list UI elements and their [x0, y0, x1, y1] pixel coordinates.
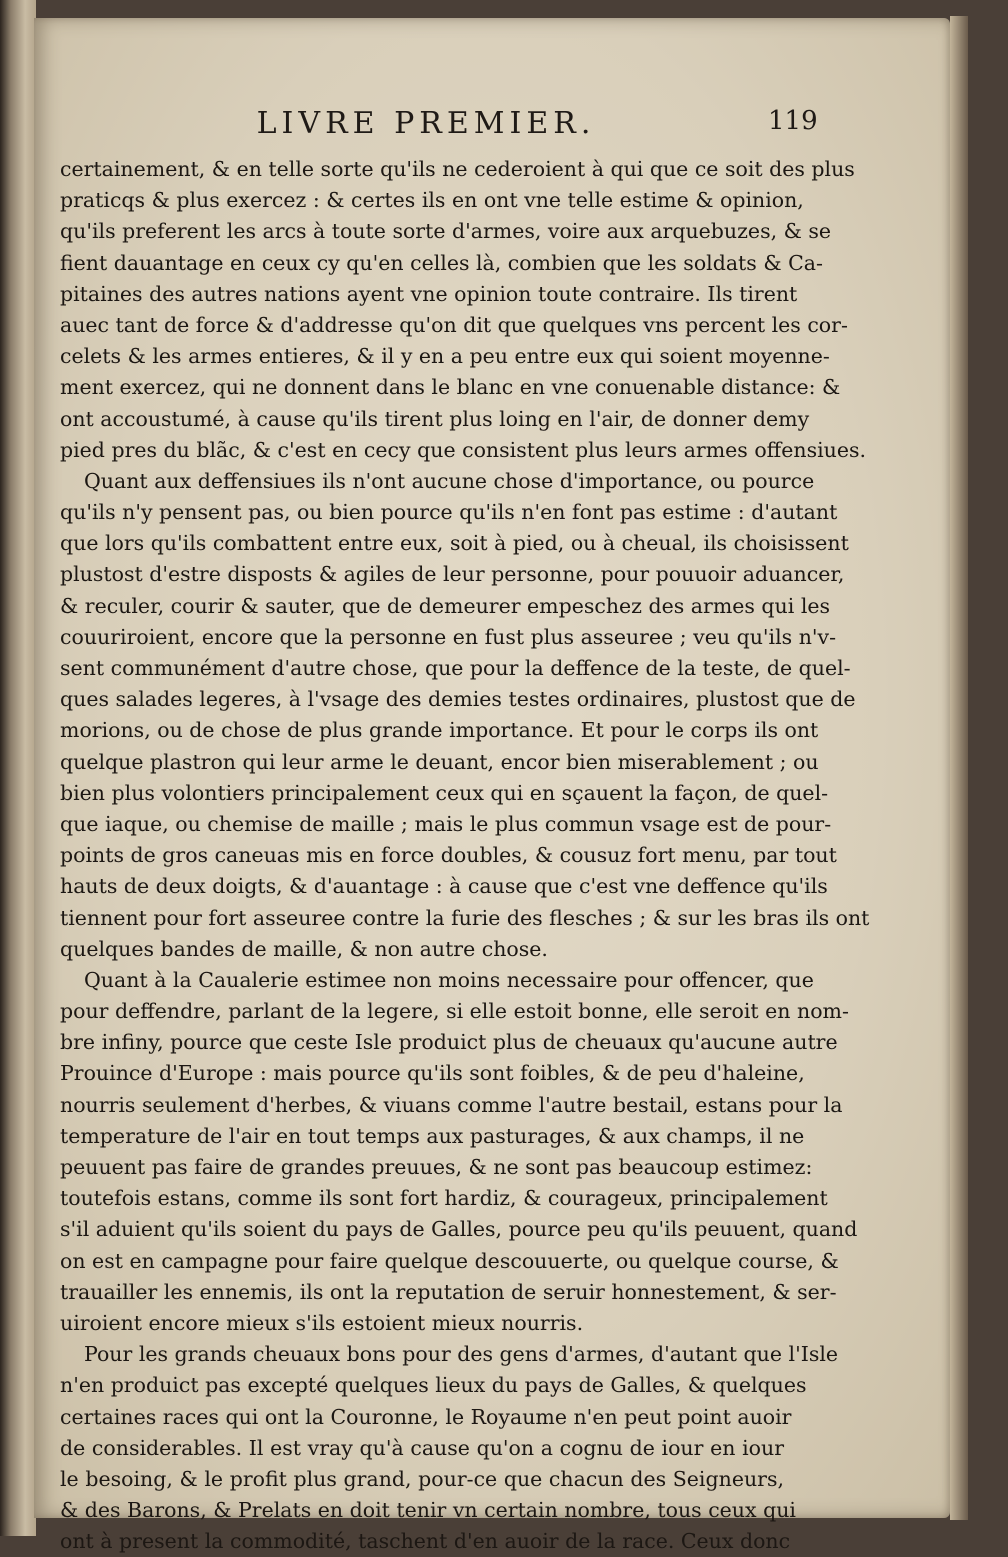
- text-line: ont à present la commodité, taschent d'en auoir de la race. Ceux donc: [60, 1529, 791, 1554]
- page-number: 119: [768, 106, 818, 136]
- text-line: & reculer, courir & sauter, que de demeurer empeschez des armes qui les: [60, 593, 831, 618]
- text-line: qu'ils preferent les arcs à toute sorte d'armes, voire aux arquebuzes, & se: [60, 219, 832, 244]
- page-header: [34, 106, 950, 146]
- text-line: que lors qu'ils combattent entre eux, soit à pied, ou à cheual, ils choisissent: [60, 531, 849, 556]
- paragraph: [60, 466, 870, 965]
- book-page: [34, 18, 950, 1554]
- text-line: tiennent pour fort asseuree contre la furie des flesches ; & sur les bras ils ont: [60, 905, 870, 930]
- text-line: le besoing, & le profit plus grand, pour-ce que chacun des Seigneurs,: [60, 1466, 784, 1491]
- text-line: nourris seulement d'herbes, & viuans comme l'autre bestail, estans pour la: [60, 1092, 843, 1117]
- text-line: uiroient encore mieux s'ils estoient mieux nourris.: [60, 1310, 584, 1335]
- text-line: sent communément d'autre chose, que pour la deffence de la teste, de quel-: [60, 656, 851, 680]
- text-line: certainement, & en telle sorte qu'ils ne cederoient à qui que ce soit des plus: [60, 157, 855, 181]
- text-line: pitaines des autres nations ayent vne opinion toute contraire. Ils tirent: [60, 281, 798, 306]
- text-line: morions, ou de chose de plus grande importance. Et pour le corps ils ont: [60, 718, 819, 743]
- text-line: on est en campagne pour faire quelque descouuerte, ou quelque course, &: [60, 1248, 839, 1273]
- text-line: ques salades legeres, à l'vsage des demies testes ordinaires, plustost que de: [60, 687, 856, 712]
- text-line: praticqs & plus exercez : & certes ils en ont vne telle estime & opinion,: [60, 188, 804, 213]
- text-line: Quant à la Caualerie estimee non moins necessaire pour offencer, que: [84, 967, 814, 992]
- text-line: bre infiny, pource que ceste Isle produict plus de cheuaux qu'aucune autre: [60, 1030, 838, 1055]
- text-line: pour deffendre, parlant de la legere, si elle estoit bonne, elle seroit en nom-: [60, 999, 849, 1024]
- paragraph: [60, 154, 867, 466]
- text-line: toutefois estans, comme ils sont fort hardiz, & courageux, principalement: [60, 1186, 828, 1211]
- text-line: temperature de l'air en tout temps aux pasturages, & aux champs, il ne: [60, 1123, 805, 1148]
- text-line: certaines races qui ont la Couronne, le Royaume n'en peut point auoir: [60, 1404, 792, 1429]
- text-line: auec tant de force & d'addresse qu'on dit que quelques vns percent les cor-: [60, 312, 848, 337]
- text-line: couuriroient, encore que la personne en fust plus asseuree ; veu qu'ils n'v-: [60, 624, 837, 649]
- text-line: n'en produict pas excepté quelques lieux du pays de Galles, & quelques: [60, 1373, 807, 1398]
- text-line: celets & les armes entieres, & il y en a peu entre eux qui soient moyenne-: [60, 344, 830, 369]
- text-line: quelques bandes de maille, & non autre chose.: [60, 936, 548, 961]
- text-line: Prouince d'Europe : mais pource qu'ils sont foibles, & de peu d'haleine,: [60, 1061, 805, 1086]
- page-edge: [950, 16, 968, 1520]
- text-line: trauailler les ennemis, ils ont la reputation de seruir honnestement, & ser-: [60, 1279, 837, 1304]
- paragraph: [60, 965, 858, 1339]
- body-text: [60, 154, 870, 1557]
- text-line: Pour les grands cheuaux bons pour des gens d'armes, d'autant que l'Isle: [84, 1342, 839, 1367]
- text-line: s'il aduient qu'ils soient du pays de Galles, pource peu qu'ils peuuent, quand: [60, 1217, 858, 1242]
- text-line: ment exercez, qui ne donnent dans le blanc en vne conuenable distance: &: [60, 375, 841, 400]
- text-line: qu'ils n'y pensent pas, ou bien pource qu'ils n'en font pas estime : d'autant: [60, 500, 838, 525]
- text-line: de considerables. Il est vray qu'à cause qu'on a cognu de iour en iour: [60, 1435, 784, 1460]
- text-line: que iaque, ou chemise de maille ; mais le plus commun vsage est de pour-: [60, 811, 832, 836]
- text-line: points de gros caneuas mis en force doubles, & cousuz fort menu, par tout: [60, 843, 837, 868]
- text-line: peuuent pas faire de grandes preuues, & ne sont pas beaucoup estimez:: [60, 1155, 813, 1179]
- text-line: & des Barons, & Prelats en doit tenir vn certain nombre, tous ceux qui: [60, 1498, 796, 1523]
- text-line: fient dauantage en ceux cy qu'en celles là, combien que les soldats & Ca-: [60, 250, 823, 275]
- text-line: quelque plastron qui leur arme le deuant, encor bien miserablement ; ou: [60, 749, 819, 774]
- text-line: ont accoustumé, à cause qu'ils tirent plus loing en l'air, de donner demy: [60, 406, 810, 431]
- text-line: plustost d'estre disposts & agiles de leur personne, pour pouuoir aduancer,: [60, 562, 845, 587]
- text-line: Quant aux deffensiues ils n'ont aucune chose d'importance, ou pource: [84, 468, 815, 493]
- text-line: bien plus volontiers principalement ceux qui en sçauent la façon, de quel-: [60, 780, 829, 805]
- book-gutter: [0, 0, 36, 1536]
- text-line: pied pres du blãc, & c'est en cecy que consistent plus leurs armes offensiues.: [60, 437, 867, 462]
- running-head: LIVRE PREMIER.: [256, 106, 596, 141]
- text-line: hauts de deux doigts, & d'auantage : à cause que c'est vne deffence qu'ils: [60, 874, 828, 899]
- paragraph: [60, 1339, 839, 1557]
